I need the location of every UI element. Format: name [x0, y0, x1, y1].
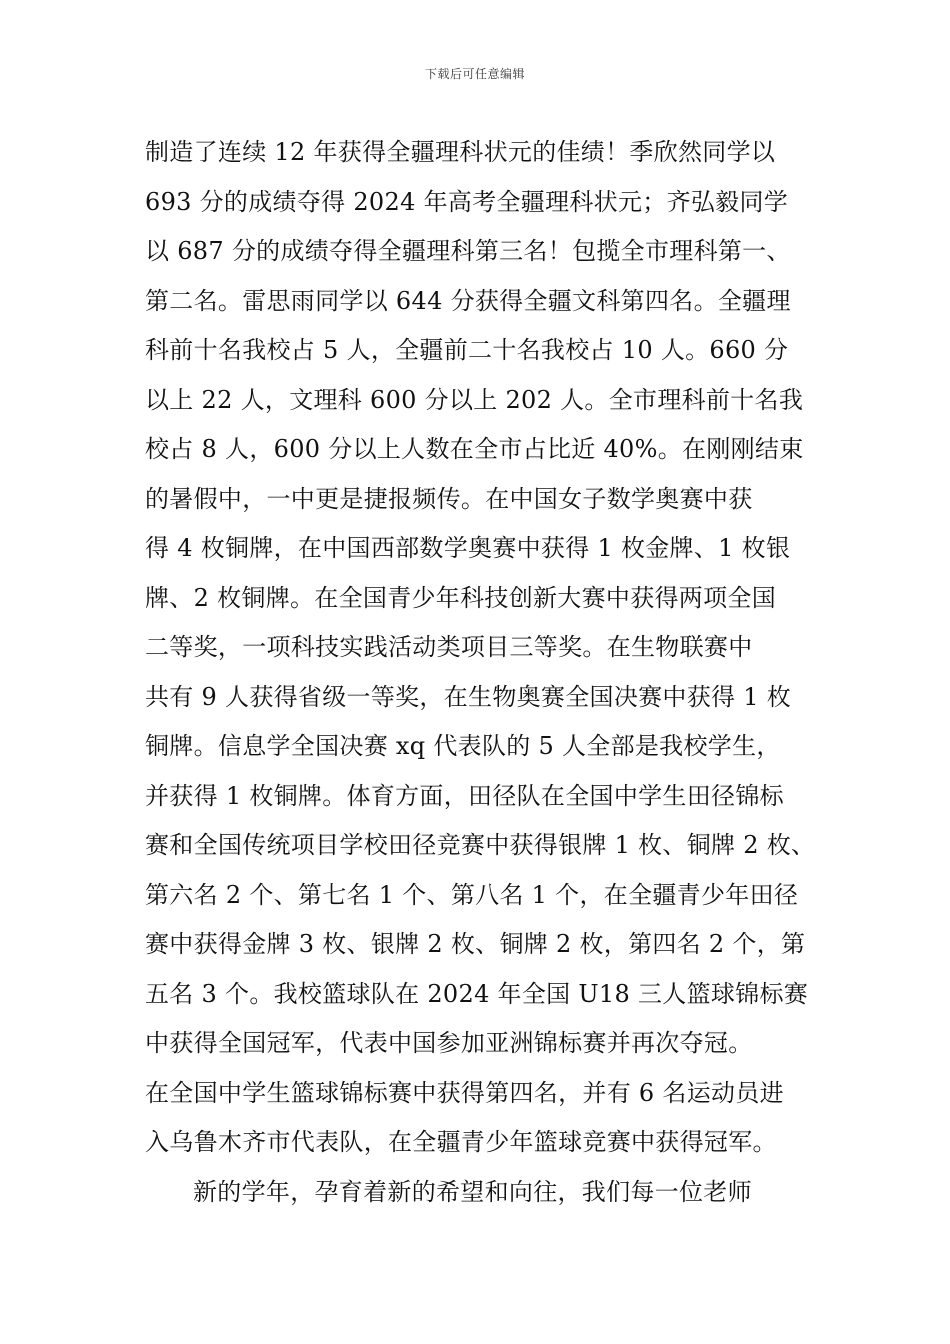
text-line-9: 得 4 枚铜牌，在中国西部数学奥赛中获得 1 枚金牌、1 枚银	[145, 534, 791, 562]
text-line-1: 制造了连续 12 年获得全疆理科状元的佳绩！季欣然同学以	[145, 138, 776, 166]
document-body	[145, 128, 825, 1217]
text-line-14: 并获得 1 枚铜牌。体育方面，田径队在全国中学生田径锦标	[145, 781, 784, 810]
text-line-3: 以 687 分的成绩夺得全疆理科第三名！包揽全市理科第一、	[145, 237, 791, 265]
text-line-21: 入乌鲁木齐市代表队，在全疆青少年篮球竞赛中获得冠军。	[145, 1128, 777, 1156]
text-line-19: 中获得全国冠军，代表中国参加亚洲锦标赛并再次夺冠。	[145, 1029, 753, 1057]
text-line-20: 在全国中学生篮球锦标赛中获得第四名，并有 6 名运动员进	[145, 1078, 784, 1107]
text-line-6: 以上 22 人，文理科 600 分以上 202 人。全市理科前十名我	[145, 385, 804, 414]
text-line-5: 科前十名我校占 5 人，全疆前二十名我校占 10 人。660 分	[145, 336, 789, 364]
text-line-16: 第六名 2 个、第七名 1 个、第八名 1 个，在全疆青少年田径	[145, 880, 799, 909]
text-line-10: 牌、2 枚铜牌。在全国青少年科技创新大赛中获得两项全国	[145, 583, 776, 612]
page-header: 下载后可任意编辑	[424, 67, 525, 81]
text-line-8: 的暑假中，一中更是捷报频传。在中国女子数学奥赛中获	[145, 484, 753, 513]
text-line-7: 校占 8 人，600 分以上人数在全市占比近 40%。在刚刚结束	[145, 435, 804, 463]
text-line-13: 铜牌。信息学全国决赛 xq 代表队的 5 人全部是我校学生，	[145, 732, 781, 760]
paragraph-2-first-line: 新的学年，孕育着新的希望和向往，我们每一位老师	[193, 1177, 752, 1206]
text-line-12: 共有 9 人获得省级一等奖，在生物奥赛全国决赛中获得 1 枚	[145, 682, 792, 711]
text-line-11: 二等奖，一项科技实践活动类项目三等奖。在生物联赛中	[145, 633, 753, 661]
text-line-2: 693 分的成绩夺得 2024 年高考全疆理科状元；齐弘毅同学	[145, 187, 789, 216]
text-line-4: 第二名。雷思雨同学以 644 分获得全疆文科第四名。全疆理	[145, 286, 791, 315]
text-line-15: 赛和全国传统项目学校田径竞赛中获得银牌 1 枚、铜牌 2 枚、	[145, 831, 816, 859]
text-line-18: 五名 3 个。我校篮球队在 2024 年全国 U18 三人篮球锦标赛	[145, 979, 809, 1008]
text-line-17: 赛中获得金牌 3 枚、银牌 2 枚、铜牌 2 枚，第四名 2 个，第	[145, 930, 806, 958]
